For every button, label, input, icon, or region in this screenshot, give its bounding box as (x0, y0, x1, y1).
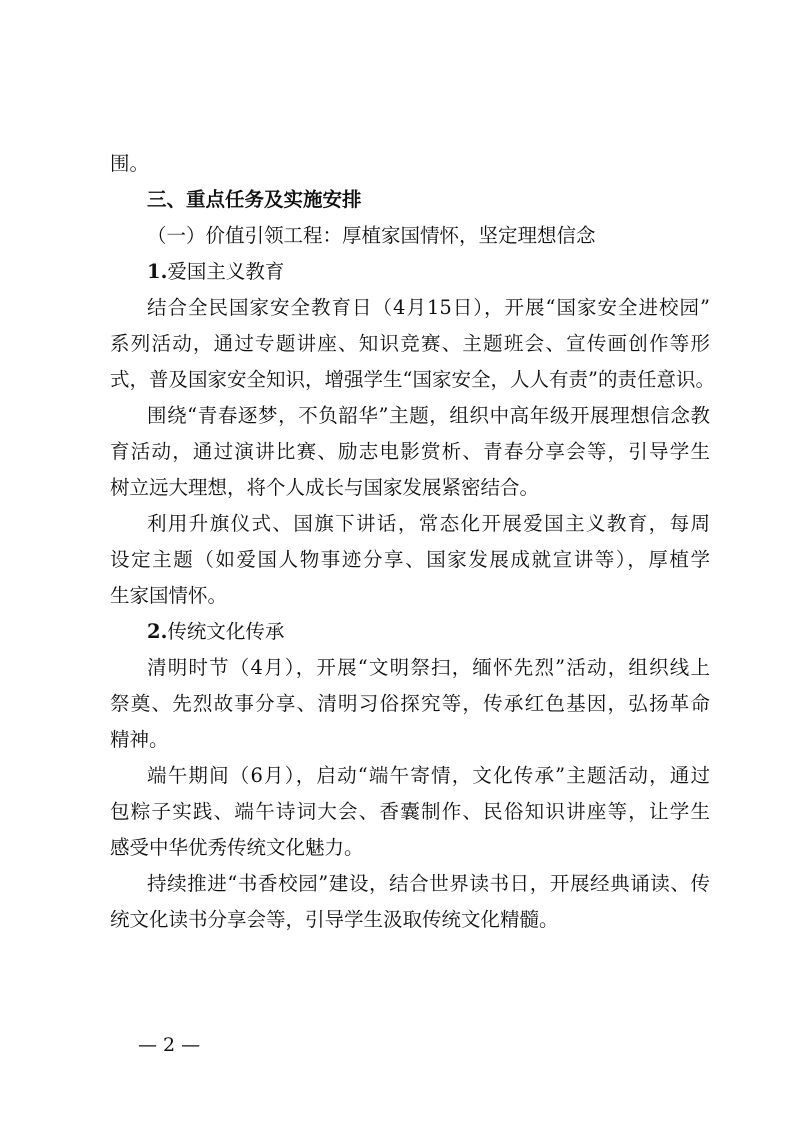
paragraph-line: 感受中华优秀传统文化魅力。 (110, 836, 364, 859)
paragraph-line: 祭奠、先烈故事分享、清明习俗探究等，传承红色基因，弘扬革命 (110, 692, 710, 715)
paragraph-line: 清明时节（4月），开展“文明祭扫，缅怀先烈”活动，组织线上 (147, 656, 710, 679)
item-title: 爱国主义教育 (167, 260, 285, 283)
item-heading-traditional-culture (147, 614, 710, 650)
paragraph-line: 精神。 (110, 728, 169, 751)
paragraph-line: 育活动，通过演讲比赛、励志电影赏析、青春分享会等，引导学生 (110, 440, 710, 463)
item-heading-patriotic-education (147, 254, 710, 290)
paragraph-line: 包粽子实践、端午诗词大会、香囊制作、民俗知识讲座等，让学生 (110, 800, 710, 823)
paragraph-tail: 围。 (110, 152, 150, 175)
paragraph-line: 利用升旗仪式、国旗下讲话，常态化开展爱国主义教育，每周 (147, 512, 710, 535)
paragraph-line: 围绕“青春逐梦，不负韶华”主题，组织中高年级开展理想信念教 (147, 404, 710, 427)
paragraph-line: 生家国情怀。 (110, 584, 228, 607)
paragraph-line: 系列活动，通过专题讲座、知识竞赛、主题班会、宣传画创作等形 (110, 332, 710, 355)
paragraph-line: 统文化读书分享会等，引导学生汲取传统文化精髓。 (110, 908, 559, 931)
subsection-heading: （一）价值引领工程：厚植家国情怀，坚定理想信念 (147, 224, 596, 247)
paragraph-line: 式，普及国家安全知识，增强学生“国家安全，人人有责”的责任意识。 (110, 368, 715, 391)
paragraph-line: 设定主题（如爱国人物事迹分享、国家发展成就宣讲等），厚植学 (110, 548, 710, 571)
paragraph-line: 树立远大理想，将个人成长与国家发展紧密结合。 (110, 476, 540, 499)
paragraph-line: 结合全民国家安全教育日（4月15日），开展“国家安全进校园” (147, 296, 710, 319)
item-number: 1. (147, 260, 168, 283)
item-title: 传统文化传承 (167, 620, 285, 643)
paragraph-line: 端午期间（6月），启动“端午寄情，文化传承”主题活动，通过 (147, 764, 710, 787)
section-heading: 三、重点任务及实施安排 (147, 188, 362, 211)
page-number: — 2 — (138, 1034, 201, 1056)
item-number: 2. (147, 620, 168, 643)
paragraph-line: 持续推进“书香校园”建设，结合世界读书日，开展经典诵读、传 (147, 872, 710, 895)
